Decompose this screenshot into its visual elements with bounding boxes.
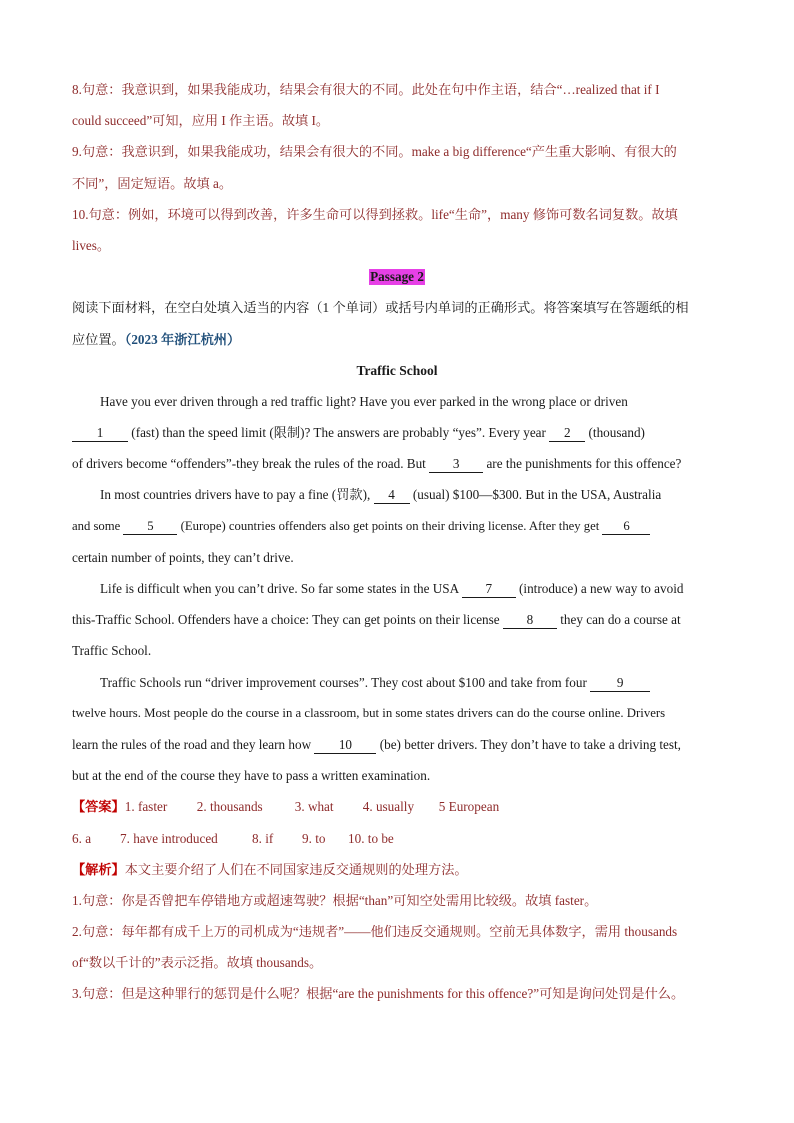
p4-line-1: [72, 667, 722, 698]
p3-line-3: Traffic School.: [72, 643, 152, 659]
note-8-line-1: 8.句意：我意识到，如果我能成功，结果会有很大的不同。此处在句中作主语，结合“…realized that if I: [72, 82, 660, 97]
answer-10: 10. to be: [348, 830, 394, 846]
analysis-2-line-2: of“数以千计的”表示泛指。故填 thousands。: [72, 955, 323, 971]
answer-8: 8. if: [252, 830, 274, 846]
instruction-line-2: [72, 324, 722, 355]
p4-text-a: Traffic Schools run “driver improvement courses”. They cost about $100 and take from four: [100, 674, 591, 690]
passage-label: Passage 2: [370, 269, 424, 285]
p3-text-c: this-Traffic School. Offenders have a choice: They can get points on their license: [72, 612, 503, 628]
answer-label: 【答案】: [72, 799, 125, 815]
p1-text-d: of drivers become “offenders”-they break the rules of the road. But: [72, 456, 430, 472]
p2-text-d: (Europe) countries offenders also get points on their driving license. After they get: [177, 518, 603, 533]
analysis-summary-row: [72, 854, 722, 885]
p1-line-3: [72, 448, 722, 479]
p2-text-b: (usual) $100—$300. But in the USA, Australia: [409, 487, 662, 503]
blank-5: 5: [123, 518, 177, 535]
answer-9: 9. to: [302, 830, 326, 846]
p1-text-b: (fast) than the speed limit (限制)? The answers are probably “yes”. Every year: [128, 425, 550, 441]
instruction-text: 应位置。: [72, 331, 125, 347]
instruction-line-1: 阅读下面材料，在空白处填入适当的内容（1 个单词）或括号内单词的正确形式。将答案填写在答题纸的相: [72, 300, 689, 316]
answers-row-2: [72, 823, 722, 854]
answer-1: 1. faster: [124, 799, 168, 815]
p2-line-3: certain number of points, they can’t drive.: [72, 549, 294, 565]
source-tag: （2023 年浙江杭州）: [124, 331, 241, 347]
blank-2: 2: [549, 425, 585, 442]
p3-text-d: they can do a course at: [556, 612, 681, 628]
p1-text-c: (thousand): [585, 425, 645, 441]
p4-line-2: twelve hours. Most people do the course in a classroom, but in some states drivers can do the course online. Drivers: [72, 705, 666, 720]
document-page: [72, 74, 722, 1010]
answers-row-1: [72, 791, 722, 822]
blank-9: 9: [590, 675, 650, 692]
blank-3: 3: [429, 456, 483, 473]
p1-line-1: Have you ever driven through a red traffic light? Have you ever parked in the wrong place or driven: [100, 393, 628, 409]
note-9-line-1: 9.句意：我意识到，如果我能成功，结果会有很大的不同。make a big difference“产生重大影响、有很大的: [72, 144, 677, 160]
answer-3: 3. what: [294, 799, 334, 815]
answer-4: 4. usually: [362, 799, 415, 815]
answer-6: 6. a: [72, 830, 92, 846]
passage-label-row: [72, 261, 722, 292]
analysis-summary: 本文主要介绍了人们在不同国家违反交通规则的处理方法。: [124, 861, 468, 877]
p2-line-2: [72, 511, 722, 542]
analysis-2-line-1: 2.句意：每年都有成千上万的司机成为“违规者”——他们违反交通规则。空前无具体数字，需用 thousands: [72, 924, 678, 940]
note-8-line-2: could succeed”可知，应用 I 作主语。故填 I。: [72, 113, 330, 129]
analysis-3-line-1: 3.句意：但是这种罪行的惩罚是什么呢？根据“are the punishments for this offence?”可知是询问处罚是什么。: [72, 986, 685, 1002]
p3-line-1: [72, 573, 722, 604]
p1-text-e: are the punishments for this offence?: [483, 456, 682, 472]
note-9-line-2: 不同”，固定短语。故填 a。: [72, 175, 233, 191]
note-10-line-2: lives。: [72, 237, 111, 253]
p3-text-b: (introduce) a new way to avoid: [515, 581, 684, 596]
blank-10: 10: [314, 737, 376, 754]
p3-line-2: [72, 604, 722, 635]
p4-text-d: (be) better drivers. They don’t have to take a driving test,: [376, 736, 681, 752]
p2-text-a: In most countries drivers have to pay a fine (罚款),: [100, 487, 374, 503]
p4-line-4: but at the end of the course they have to pass a written examination.: [72, 768, 431, 784]
blank-8: 8: [503, 612, 557, 629]
blank-6: 6: [602, 518, 650, 535]
p3-text-a: Life is difficult when you can’t drive. So far some states in the USA: [100, 581, 462, 596]
p4-line-3: [72, 729, 722, 760]
p1-line-2: [72, 417, 722, 448]
blank-4: 4: [374, 487, 410, 504]
passage-title: Traffic School: [356, 362, 438, 378]
p2-text-c: and some: [72, 518, 124, 533]
note-10-line-1: 10.句意：例如，环境可以得到改善，许多生命可以得到拯救。life“生命”，many 修饰可数名词复数。故填: [72, 206, 678, 222]
p4-text-c: learn the rules of the road and they learn how: [72, 736, 315, 752]
blank-1: 1: [72, 425, 128, 442]
blank-7: 7: [462, 581, 516, 598]
analysis-1-line-1: 1.句意：你是否曾把车停错地方或超速驾驶？根据“than”可知空处需用比较级。故填 faster。: [72, 892, 598, 908]
p2-line-1: [72, 479, 722, 510]
analysis-label: 【解析】: [72, 861, 125, 877]
answer-2: 2. thousands: [196, 799, 263, 815]
answer-5: 5 European: [438, 799, 500, 815]
answer-7: 7. have introduced: [120, 830, 218, 846]
